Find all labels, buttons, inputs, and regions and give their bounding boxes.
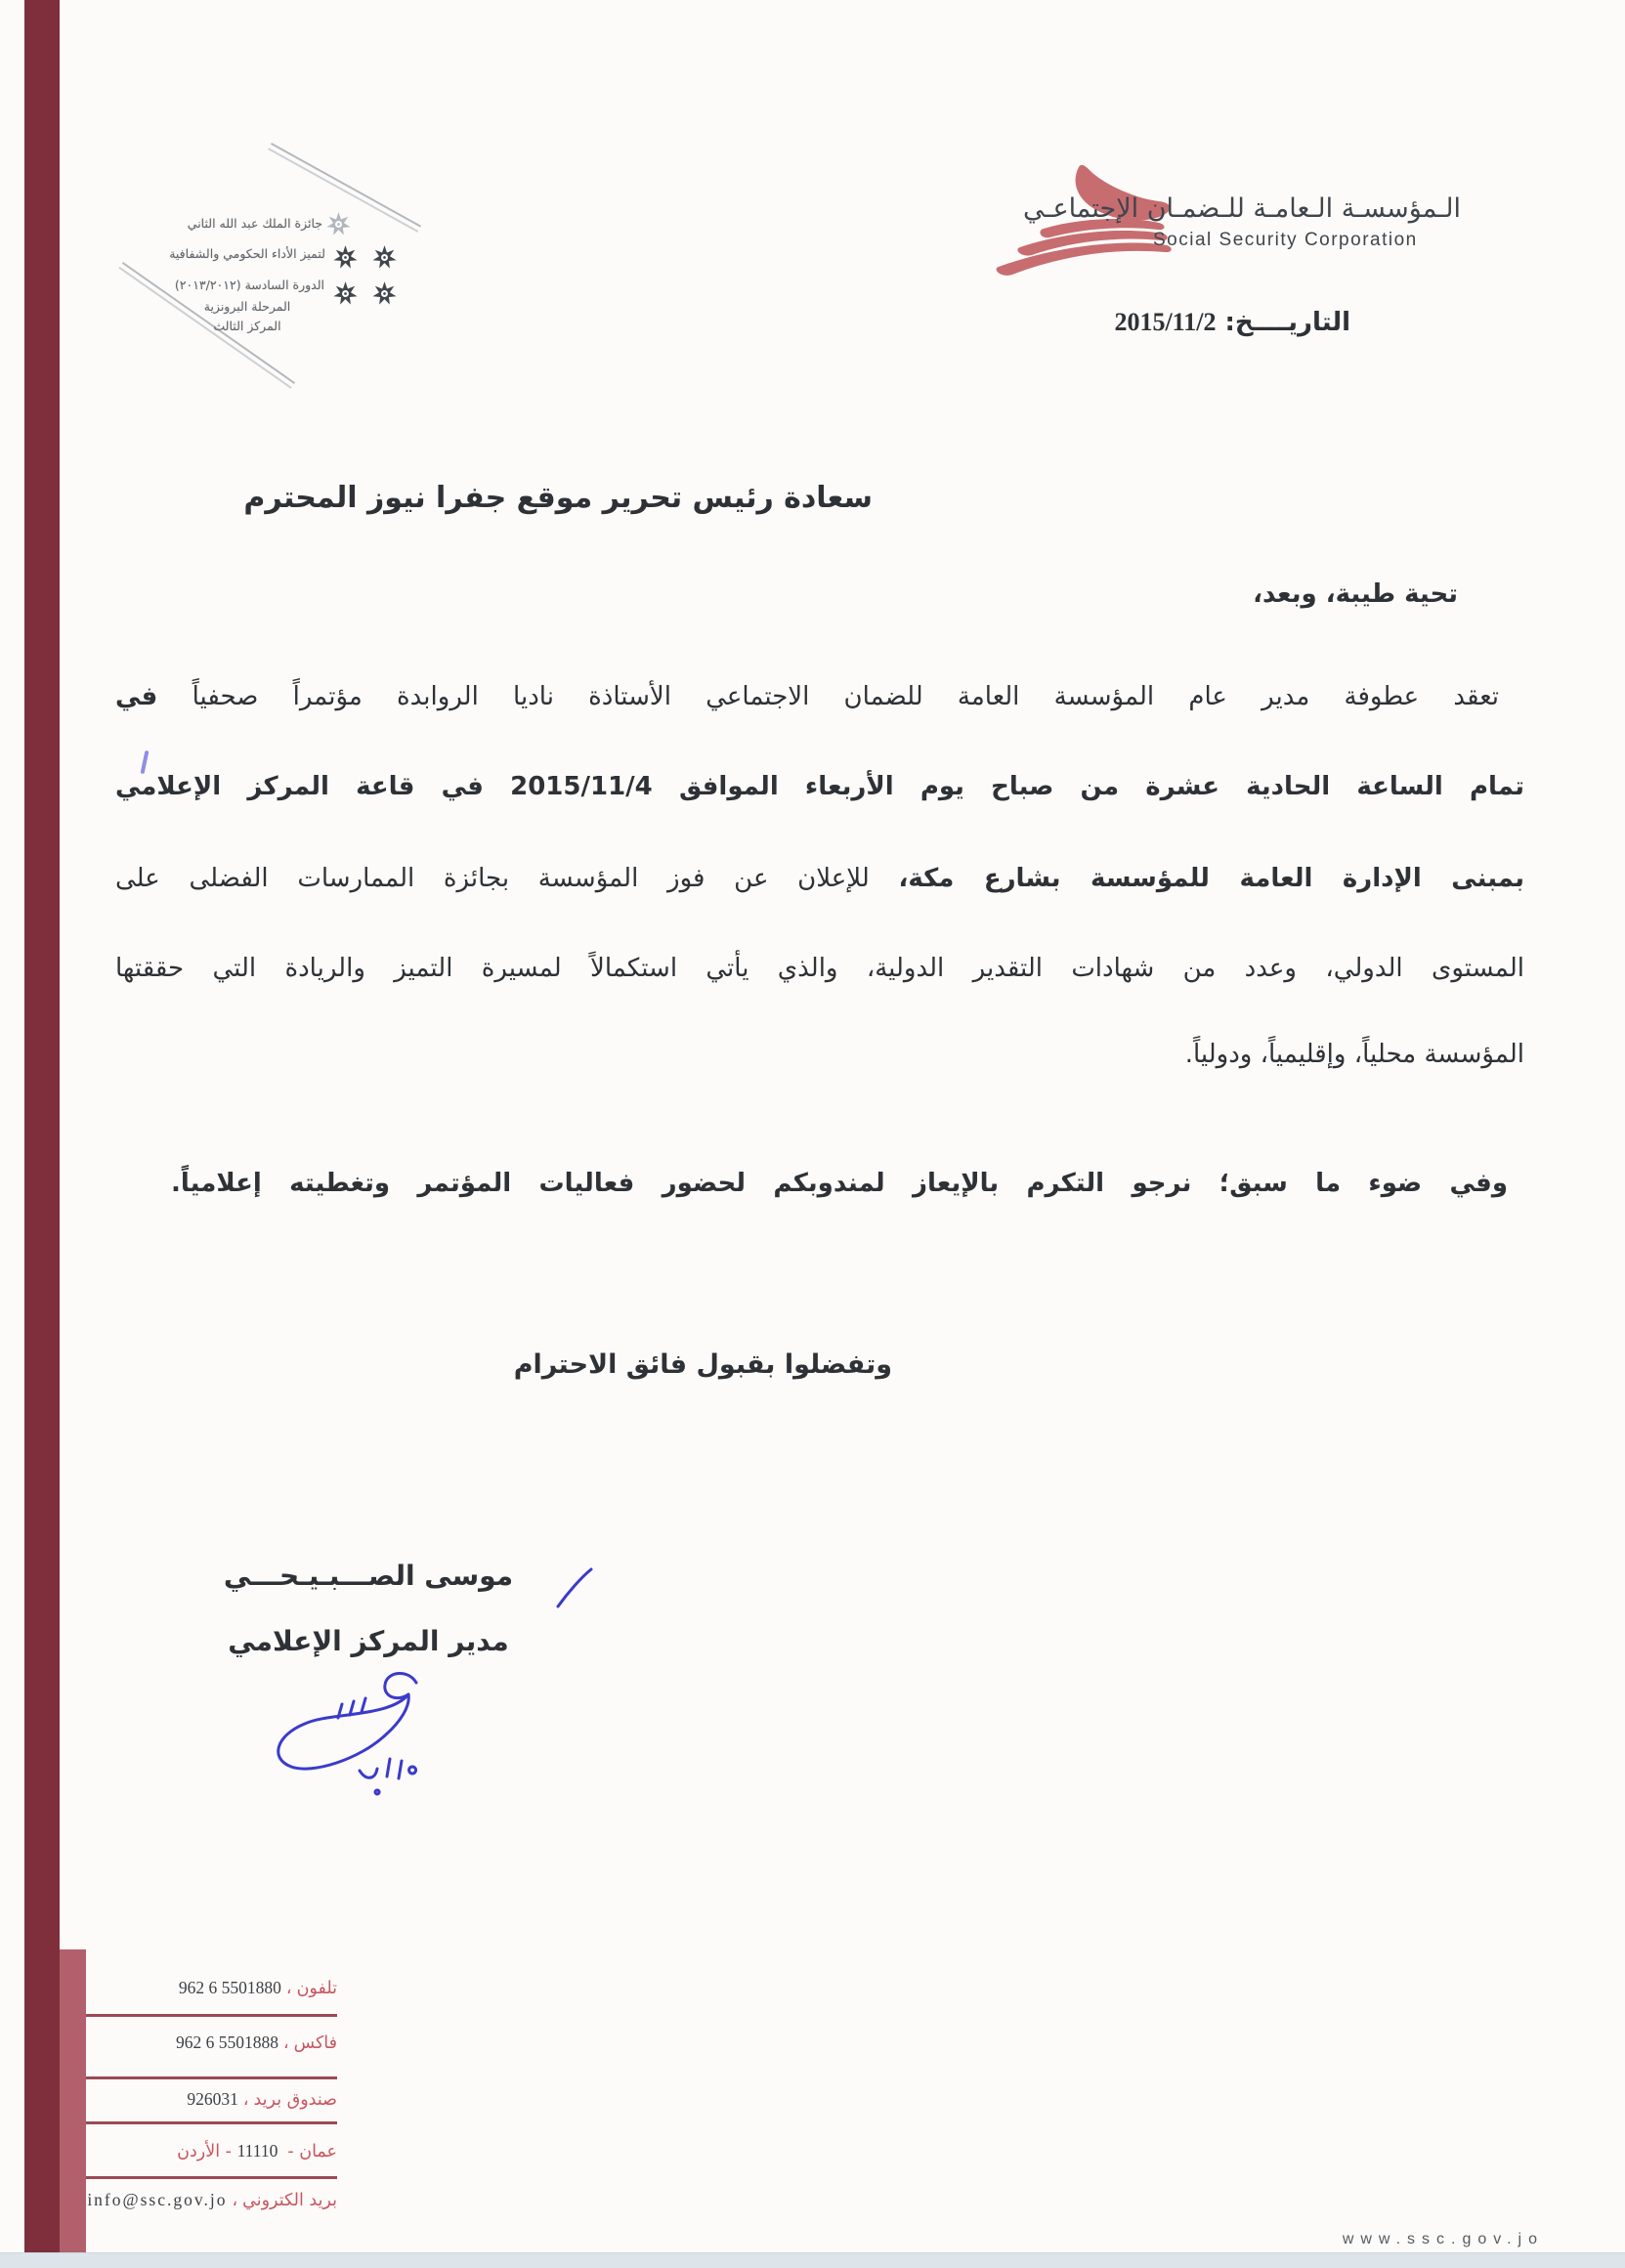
jordan-star-icon [332,244,359,271]
body-line-3-text: للإعلان عن فوز المؤسسة بجائزة الممارسات الفضلى على [115,864,870,893]
body-line-2: تمام الساعة الحادية عشرة من صباح يوم الأربعاء الموافق 2015/11/4 في قاعة المركز الإعلامي [115,772,1524,801]
email-value: info@ssc.gov.jo [87,2190,228,2209]
footer-accent-bar [60,1949,86,2254]
stray-ink-mark [141,750,150,774]
award-cycle: الدورة السادسة (٢٠١٣/٢٠١٢) [174,278,324,292]
jordan-star-icon [371,280,398,307]
pobox-label: صندوق بريد [253,2090,337,2110]
jordan-star-icon [325,211,352,237]
ssc-logo [985,164,1185,286]
body-line-4: المستوى الدولي، وعدد من شهادات التقدير الدولية، والذي يأتي استكمالاً لمسيرة التميز والريادة التي حققتها [115,954,1524,983]
date-value: 2015/11/2 [1114,308,1217,336]
closing-line: وتفضلوا بقبول فائق الاحترام [513,1349,892,1380]
handwritten-signature [262,1661,457,1803]
footer-fax-row: فاكس،962 6 5501888 [176,2033,337,2053]
website-url: www.ssc.gov.jo [1342,2231,1544,2247]
body-line-1-bold: في [115,682,158,711]
email-label: بريد الكتروني [242,2191,337,2210]
footer-phone-row: تلفون،962 6 5501880 [178,1978,337,1998]
footer-divider [86,2014,337,2017]
page-bottom-strip [0,2252,1625,2268]
fax-label: فاكس [293,2033,337,2053]
fax-value: 962 6 5501888 [176,2033,278,2052]
footer-divider [86,2121,337,2124]
phone-label: تلفون [296,1979,337,1998]
phone-value: 962 6 5501880 [178,1978,281,1997]
jordan-star-icon [371,244,398,271]
footer-pobox-row: صندوق بريد،926031 [187,2089,337,2110]
date-label: التاريــــخ: [1224,308,1350,337]
request-line: وفي ضوء ما سبق؛ نرجو التكرم بالإيعاز لمندوبكم لحضور فعاليات المؤتمر وتغطيته إعلامياً. [171,1169,1508,1198]
country-label: - الأردن [177,2142,232,2161]
org-name-arabic: الـمؤسسـة الـعامـة للـضمـان الإجتماعـي [1023,193,1461,224]
footer-email-row: بريد الكتروني،info@ssc.gov.jo [87,2190,337,2210]
org-name-english: Social Security Corporation [1153,230,1418,250]
recipient-line: سعادة رئيس تحرير موقع جفرا نيوز المحترم [243,481,873,515]
award-rank: المركز الثالث [213,319,281,333]
footer-divider [86,2076,337,2079]
award-title: جائزة الملك عبد الله الثاني [187,216,322,231]
salutation: تحية طيبة، وبعد، [1253,579,1458,609]
signatory-title: مدير المركز الإعلامي [228,1625,509,1657]
date-line [1114,308,1350,337]
footer-city-row [177,2141,337,2161]
postcode-value: 11110 [236,2141,278,2161]
city-label: عمان - [287,2142,337,2161]
body-line-1-text: تعقد عطوفة مدير عام المؤسسة العامة للضمان الاجتماعي الأستاذة ناديا الروابدة مؤتمراً صحفياً [192,682,1500,711]
pen-mark [552,1563,597,1612]
footer-divider [86,2176,337,2179]
body-line-5: المؤسسة محلياً، وإقليمياً، ودولياً. [1184,1040,1524,1069]
body-line-1 [115,682,1524,711]
left-maroon-bar [24,0,60,2254]
body-line-3-bold: بمبنى الإدارة العامة للمؤسسة بشارع مكة، [898,864,1525,893]
signatory-name: موسى الصـــبـيـحـــي [223,1560,514,1592]
jordan-star-icon [332,280,359,307]
award-subtitle: لتميز الأداء الحكومي والشفافية [169,246,325,261]
award-stage: المرحلة البرونزية [203,299,291,314]
body-line-3 [115,864,1524,893]
pobox-value: 926031 [187,2089,238,2109]
